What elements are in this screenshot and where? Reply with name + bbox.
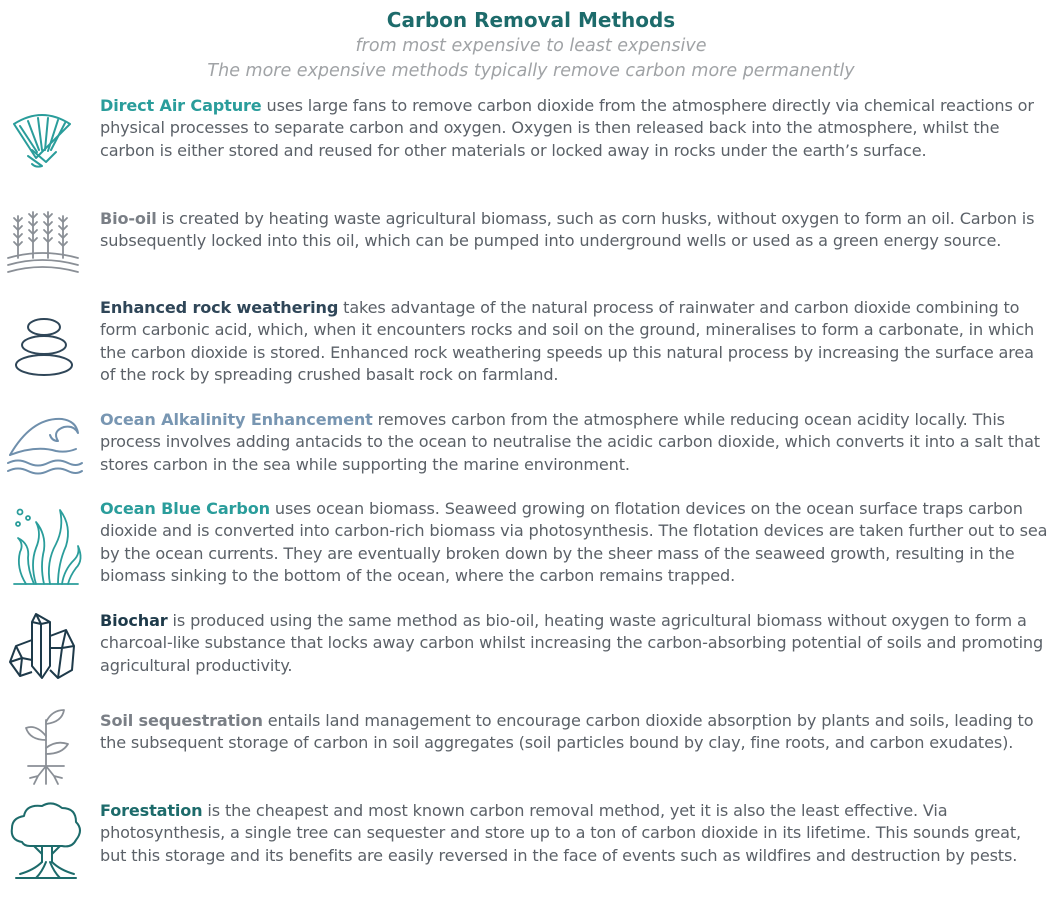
subtitle-cost-order: from most expensive to least expensive [355, 36, 707, 56]
method-text: is produced using the same method as bio-oil, heating waste agricultural biomass without oxygen to form a charcoal-like substance that locks away carbon whilst increasing the carbon-absorbing potential of soils and promoting agricultural productivity. [100, 611, 1044, 675]
method-description [100, 95, 1050, 162]
seaweed-icon [6, 504, 84, 576]
sprout-icon [6, 704, 84, 776]
method-description [100, 297, 1050, 386]
fan-icon [6, 100, 84, 172]
method-name: Direct Air Capture [100, 96, 262, 115]
method-description [100, 409, 1050, 476]
wheat-icon [6, 208, 84, 280]
method-text: uses large fans to remove carbon dioxide from the atmosphere directly via chemical reactions or physical processes to separate carbon and oxygen. Oxygen is then released back into the atmosphere, whilst the carbon is either stored and reused for other materials or locked away in rocks under the earth’s surface. [100, 96, 1034, 160]
method-description [100, 710, 1050, 755]
method-name: Ocean Blue Carbon [100, 499, 270, 518]
method-description [100, 610, 1050, 677]
method-name: Forestation [100, 801, 203, 820]
method-name: Soil sequestration [100, 711, 263, 730]
page-title: Carbon Removal Methods [386, 8, 676, 32]
method-text: entails land management to encourage carbon dioxide absorption by plants and soils, leading to the subsequent storage of carbon in soil aggregates (soil particles bound by clay, fine roots, and carbon exudates). [100, 711, 1034, 753]
crystal-icon [6, 610, 84, 682]
method-name: Ocean Alkalinity Enhancement [100, 410, 373, 429]
method-text: is the cheapest and most known carbon removal method, yet it is also the least effective. Via photosynthesis, a single tree can sequester and store up to a ton of carbon dioxide in its lifetime. This sounds great, but this storage and its benefits are easily reversed in the face of events such as wildfires and destruction by pests. [100, 801, 1022, 865]
tree-icon [6, 800, 84, 872]
stacked-stones-icon [6, 311, 84, 383]
method-text: takes advantage of the natural process of rainwater and carbon dioxide combining to form carbonic acid, which, when it encounters rocks and soil on the ground, mineralises to form a carbonate, in which the carbon dioxide is stored. Enhanced rock weathering speeds up this natural process by increasing the surface area of the rock by spreading crushed basalt rock on farmland. [100, 298, 1035, 384]
method-name: Biochar [100, 611, 168, 630]
method-description [100, 800, 1050, 867]
wave-icon [6, 411, 84, 483]
method-text: uses ocean biomass. Seaweed growing on flotation devices on the ocean surface traps carbon dioxide and is converted into carbon-rich biomass via photosynthesis. The flotation devices are taken further out to sea by the ocean currents. They are eventually broken down by the sheer mass of the seaweed growth, resulting in the biomass sinking to the bottom of the ocean, where the carbon remains trapped. [100, 499, 1048, 585]
method-description [100, 498, 1050, 587]
subtitle-permanence-note: The more expensive methods typically remove carbon more permanently [207, 61, 855, 81]
method-name: Bio-oil [100, 209, 157, 228]
method-description [100, 208, 1050, 253]
method-name: Enhanced rock weathering [100, 298, 339, 317]
method-text: is created by heating waste agricultural biomass, such as corn husks, without oxygen to form an oil. Carbon is subsequently locked into this oil, which can be pumped into underground wells or used as a green energy source. [100, 209, 1035, 251]
method-text: removes carbon from the atmosphere while reducing ocean acidity locally. This process involves adding antacids to the ocean to neutralise the acidic carbon dioxide, which converts it into a salt that stores carbon in the sea while supporting the marine environment. [100, 410, 1040, 474]
